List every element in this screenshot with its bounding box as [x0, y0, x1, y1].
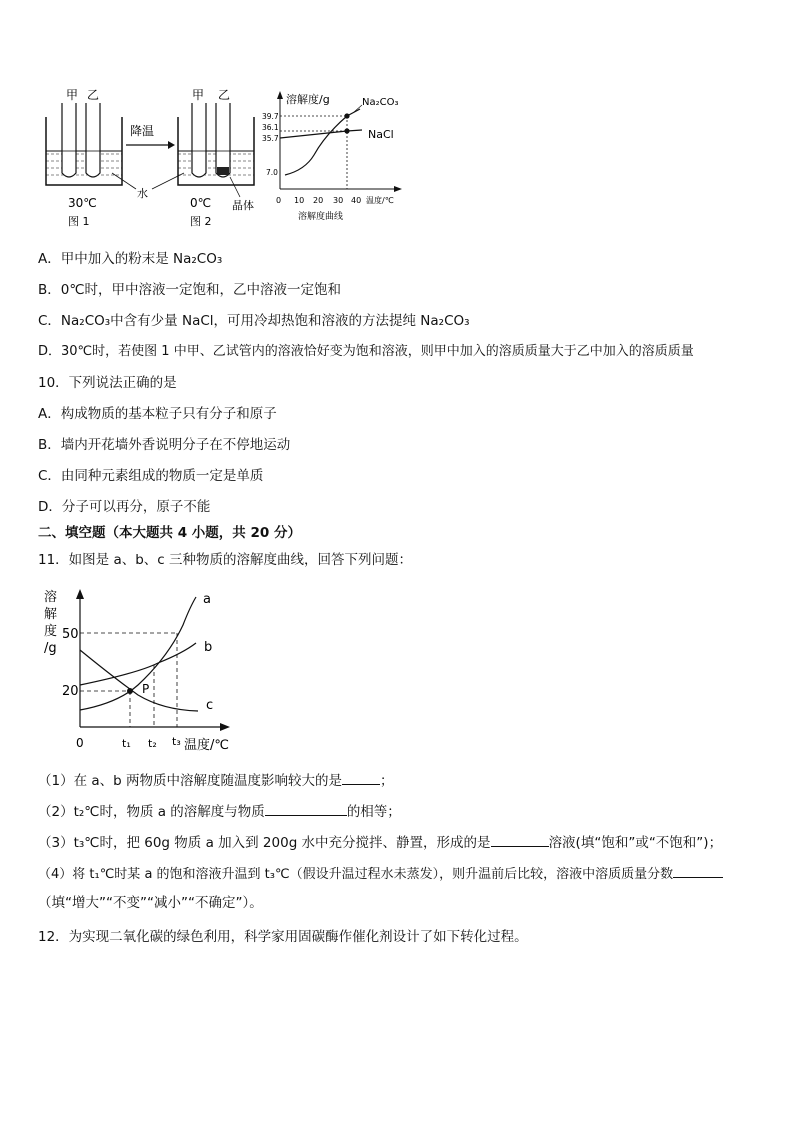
beaker1-caption: 图 1	[68, 215, 90, 228]
top-chart-series-na2co3: Na₂CO₃	[362, 97, 399, 108]
q10-option-c: C．由同种元素组成的物质一定是单质	[38, 468, 264, 484]
top-chart-ytick-3: 35.7	[262, 134, 279, 143]
q11-part-1	[38, 770, 394, 790]
q11-series-c: c	[206, 698, 214, 713]
top-chart-xtick-1: 0	[276, 196, 282, 205]
beaker2-tube-label-1: 甲	[192, 88, 205, 102]
q12-stem: 12．为实现二氧化碳的绿色利用，科学家用固碳酶作催化剂设计了如下转化过程。	[38, 929, 528, 945]
q11-part-2-blank[interactable]	[265, 801, 347, 816]
top-chart-ylabel: 溶解度/g	[286, 93, 330, 106]
q11-part-2	[38, 801, 401, 821]
q10-option-b: B．墙内开花墙外香说明分子在不停地运动	[38, 437, 291, 453]
point-39-7	[344, 113, 349, 118]
q11-part-4	[38, 863, 723, 884]
q11-series-b: b	[204, 640, 213, 655]
point-36-1	[344, 128, 349, 133]
cooling-arrow	[126, 124, 175, 149]
q11-ylabel-3: 度	[44, 624, 58, 639]
beaker2-temp: 0℃	[190, 196, 212, 210]
top-figure	[40, 85, 420, 230]
top-chart-ytick-4: 7.0	[266, 168, 278, 177]
q9-option-a: A．甲中加入的粉末是 Na₂CO₃	[38, 251, 223, 267]
top-chart-xlabel: 温度/℃	[366, 196, 394, 205]
q11-stem: 11．如图是 a、b、c 三种物质的溶解度曲线，回答下列问题：	[38, 552, 413, 568]
q11-part-2-text: （2）t₂℃时，物质 a 的溶解度与物质	[38, 804, 265, 820]
beaker1-tube-label-2: 乙	[87, 88, 100, 102]
q11-part-1-blank[interactable]	[342, 770, 380, 785]
q10-stem: 10．下列说法正确的是	[38, 375, 177, 391]
q10-option-d: D．分子可以再分，原子不能	[38, 499, 211, 515]
q11-xtick-t1: t₁	[122, 737, 131, 750]
q11-point-p	[127, 688, 133, 694]
na2co3-curve	[285, 109, 360, 175]
q11-part-4-blank[interactable]	[673, 863, 723, 878]
top-chart-xtick-3: 20	[313, 196, 324, 205]
q11-part-3-end: 溶液(填“饱和”或“不饱和”)；	[548, 835, 723, 851]
q11-ytick-50: 50	[62, 627, 79, 642]
q11-ylabel-1: 溶	[44, 590, 58, 605]
beaker-1	[46, 88, 122, 228]
beaker2-tube-label-2: 乙	[218, 88, 231, 102]
q11-part-4-options: （填“增大”“不变”“减小”“不确定”）。	[38, 895, 263, 911]
beaker-2	[178, 88, 254, 228]
q11-ytick-20: 20	[62, 684, 79, 699]
top-chart-ytick-2: 36.1	[262, 123, 279, 132]
q11-curve-c	[80, 650, 198, 711]
top-chart-series-nacl: NaCl	[368, 128, 394, 141]
q11-part-3	[38, 832, 722, 852]
q11-ylabel-4: /g	[44, 641, 57, 656]
arrow-label: 降温	[130, 124, 155, 138]
water-pointer	[112, 173, 184, 200]
q9-option-b: B．0℃时，甲中溶液一定饱和，乙中溶液一定饱和	[38, 282, 342, 298]
q11-part-1-end: ；	[380, 773, 394, 789]
q11-series-a: a	[203, 592, 211, 607]
q11-xtick-0: 0	[76, 736, 84, 750]
q11-xlabel: 温度/℃	[184, 738, 229, 753]
q11-point-label: P	[142, 682, 150, 696]
top-chart-xtick-5: 40	[351, 196, 362, 205]
q11-part-2-end: 的相等；	[346, 804, 401, 820]
q9-option-d: D．30℃时，若使图 1 中甲、乙试管内的溶液恰好变为饱和溶液，则甲中加入的溶质质量大于乙中加入的溶质质量	[38, 344, 694, 359]
beaker2-caption: 图 2	[190, 215, 212, 228]
crystal-label: 晶体	[232, 199, 254, 212]
q11-chart	[38, 585, 238, 755]
top-chart-xtick-2: 10	[294, 196, 305, 205]
q11-xtick-t3: t₃	[172, 735, 181, 748]
crystal	[217, 167, 229, 175]
beaker1-temp: 30℃	[68, 196, 97, 210]
top-chart-xtick-4: 30	[333, 196, 344, 205]
q11-part-3-text: （3）t₃℃时，把 60g 物质 a 加入到 200g 水中充分搅拌、静置，形成的是	[38, 835, 491, 851]
solubility-chart	[262, 91, 402, 222]
top-chart-title: 溶解度曲线	[298, 212, 344, 222]
water-label: 水	[137, 187, 148, 200]
q11-part-1-text: （1）在 a、b 两物质中溶解度随温度影响较大的是	[38, 773, 343, 789]
q11-part-3-blank[interactable]	[491, 832, 549, 847]
section-2-heading: 二、填空题（本大题共 4 小题，共 20 分）	[38, 525, 301, 541]
q11-xtick-t2: t₂	[148, 737, 157, 750]
q11-ylabel-2: 解	[44, 607, 58, 622]
q11-part-4-text: （4）将 t₁℃时某 a 的饱和溶液升温到 t₃℃（假设升温过程水未蒸发），则升温前后比较，溶液中溶质质量分数	[38, 867, 674, 882]
q9-option-c: C．Na₂CO₃中含有少量 NaCl，可用冷却热饱和溶液的方法提纯 Na₂CO₃	[38, 313, 470, 329]
beaker1-tube-label-1: 甲	[66, 88, 79, 102]
q10-option-a: A．构成物质的基本粒子只有分子和原子	[38, 406, 277, 422]
top-chart-ytick-1: 39.7	[262, 112, 279, 121]
